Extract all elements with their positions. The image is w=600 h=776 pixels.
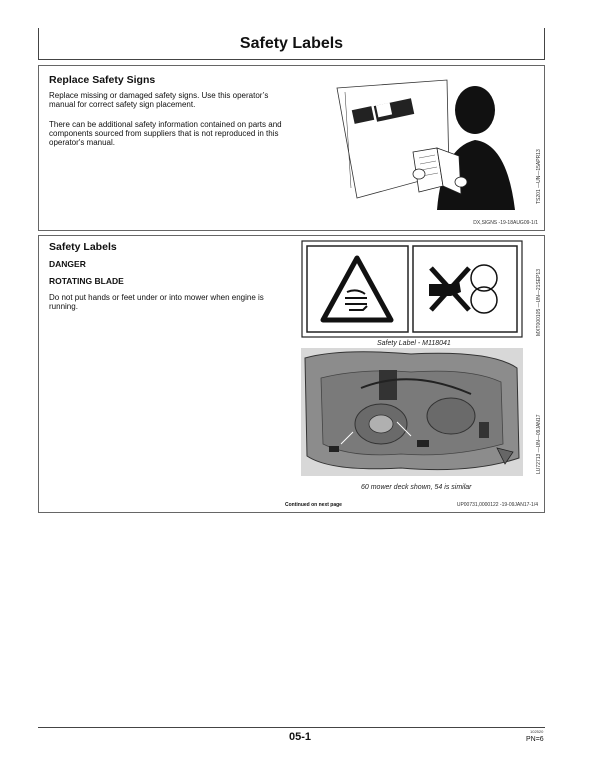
reference-code: DX,SIGNS -19-18AUG09-1/1 — [473, 220, 538, 226]
paragraph-1: Replace missing or damaged safety signs. Use this operator’s manual for correct safety sign placement. — [49, 91, 269, 110]
paragraph-2: There can be additional safety information contained on parts and components sourced from suppliers that is not reproduced in this operator's manual. — [49, 120, 282, 148]
rotating-blade-heading: ROTATING BLADE — [49, 276, 124, 286]
footer-code: 102520 — [530, 729, 544, 734]
safety-label-m118041-graphic — [301, 240, 523, 338]
title-bar — [38, 28, 545, 60]
section-heading: Safety Labels — [49, 241, 117, 253]
label-caption: Safety Label - M118041 — [377, 340, 451, 347]
continued-note: Continued on next page — [285, 502, 342, 508]
replace-safety-signs-section — [38, 65, 545, 231]
section-heading: Replace Safety Signs — [49, 74, 156, 86]
footer-divider — [38, 727, 545, 728]
pn-label: PN=6 — [526, 736, 544, 743]
figure-id: TS201 —UN—15APR13 — [536, 149, 542, 204]
reference-code: UP00731,0000122 -19-09JAN17-1/4 — [456, 502, 538, 508]
page-title: Safety Labels — [239, 35, 344, 52]
deck-caption: 60 mower deck shown, 54 is similar — [361, 484, 472, 491]
mower-deck-photo — [301, 348, 523, 476]
page-number: 05-1 — [288, 731, 312, 743]
deck-figure-id: LU72713 —UN—09JAN17 — [536, 414, 542, 474]
label-figure-id: MXT000105 —UN—21SEP13 — [536, 269, 542, 336]
danger-label: DANGER — [49, 259, 86, 269]
operator-reading-manual-illustration — [327, 78, 537, 210]
safety-labels-section — [38, 235, 545, 513]
warning-paragraph: Do not put hands or feet under or into mower when engine is running. — [49, 293, 264, 312]
